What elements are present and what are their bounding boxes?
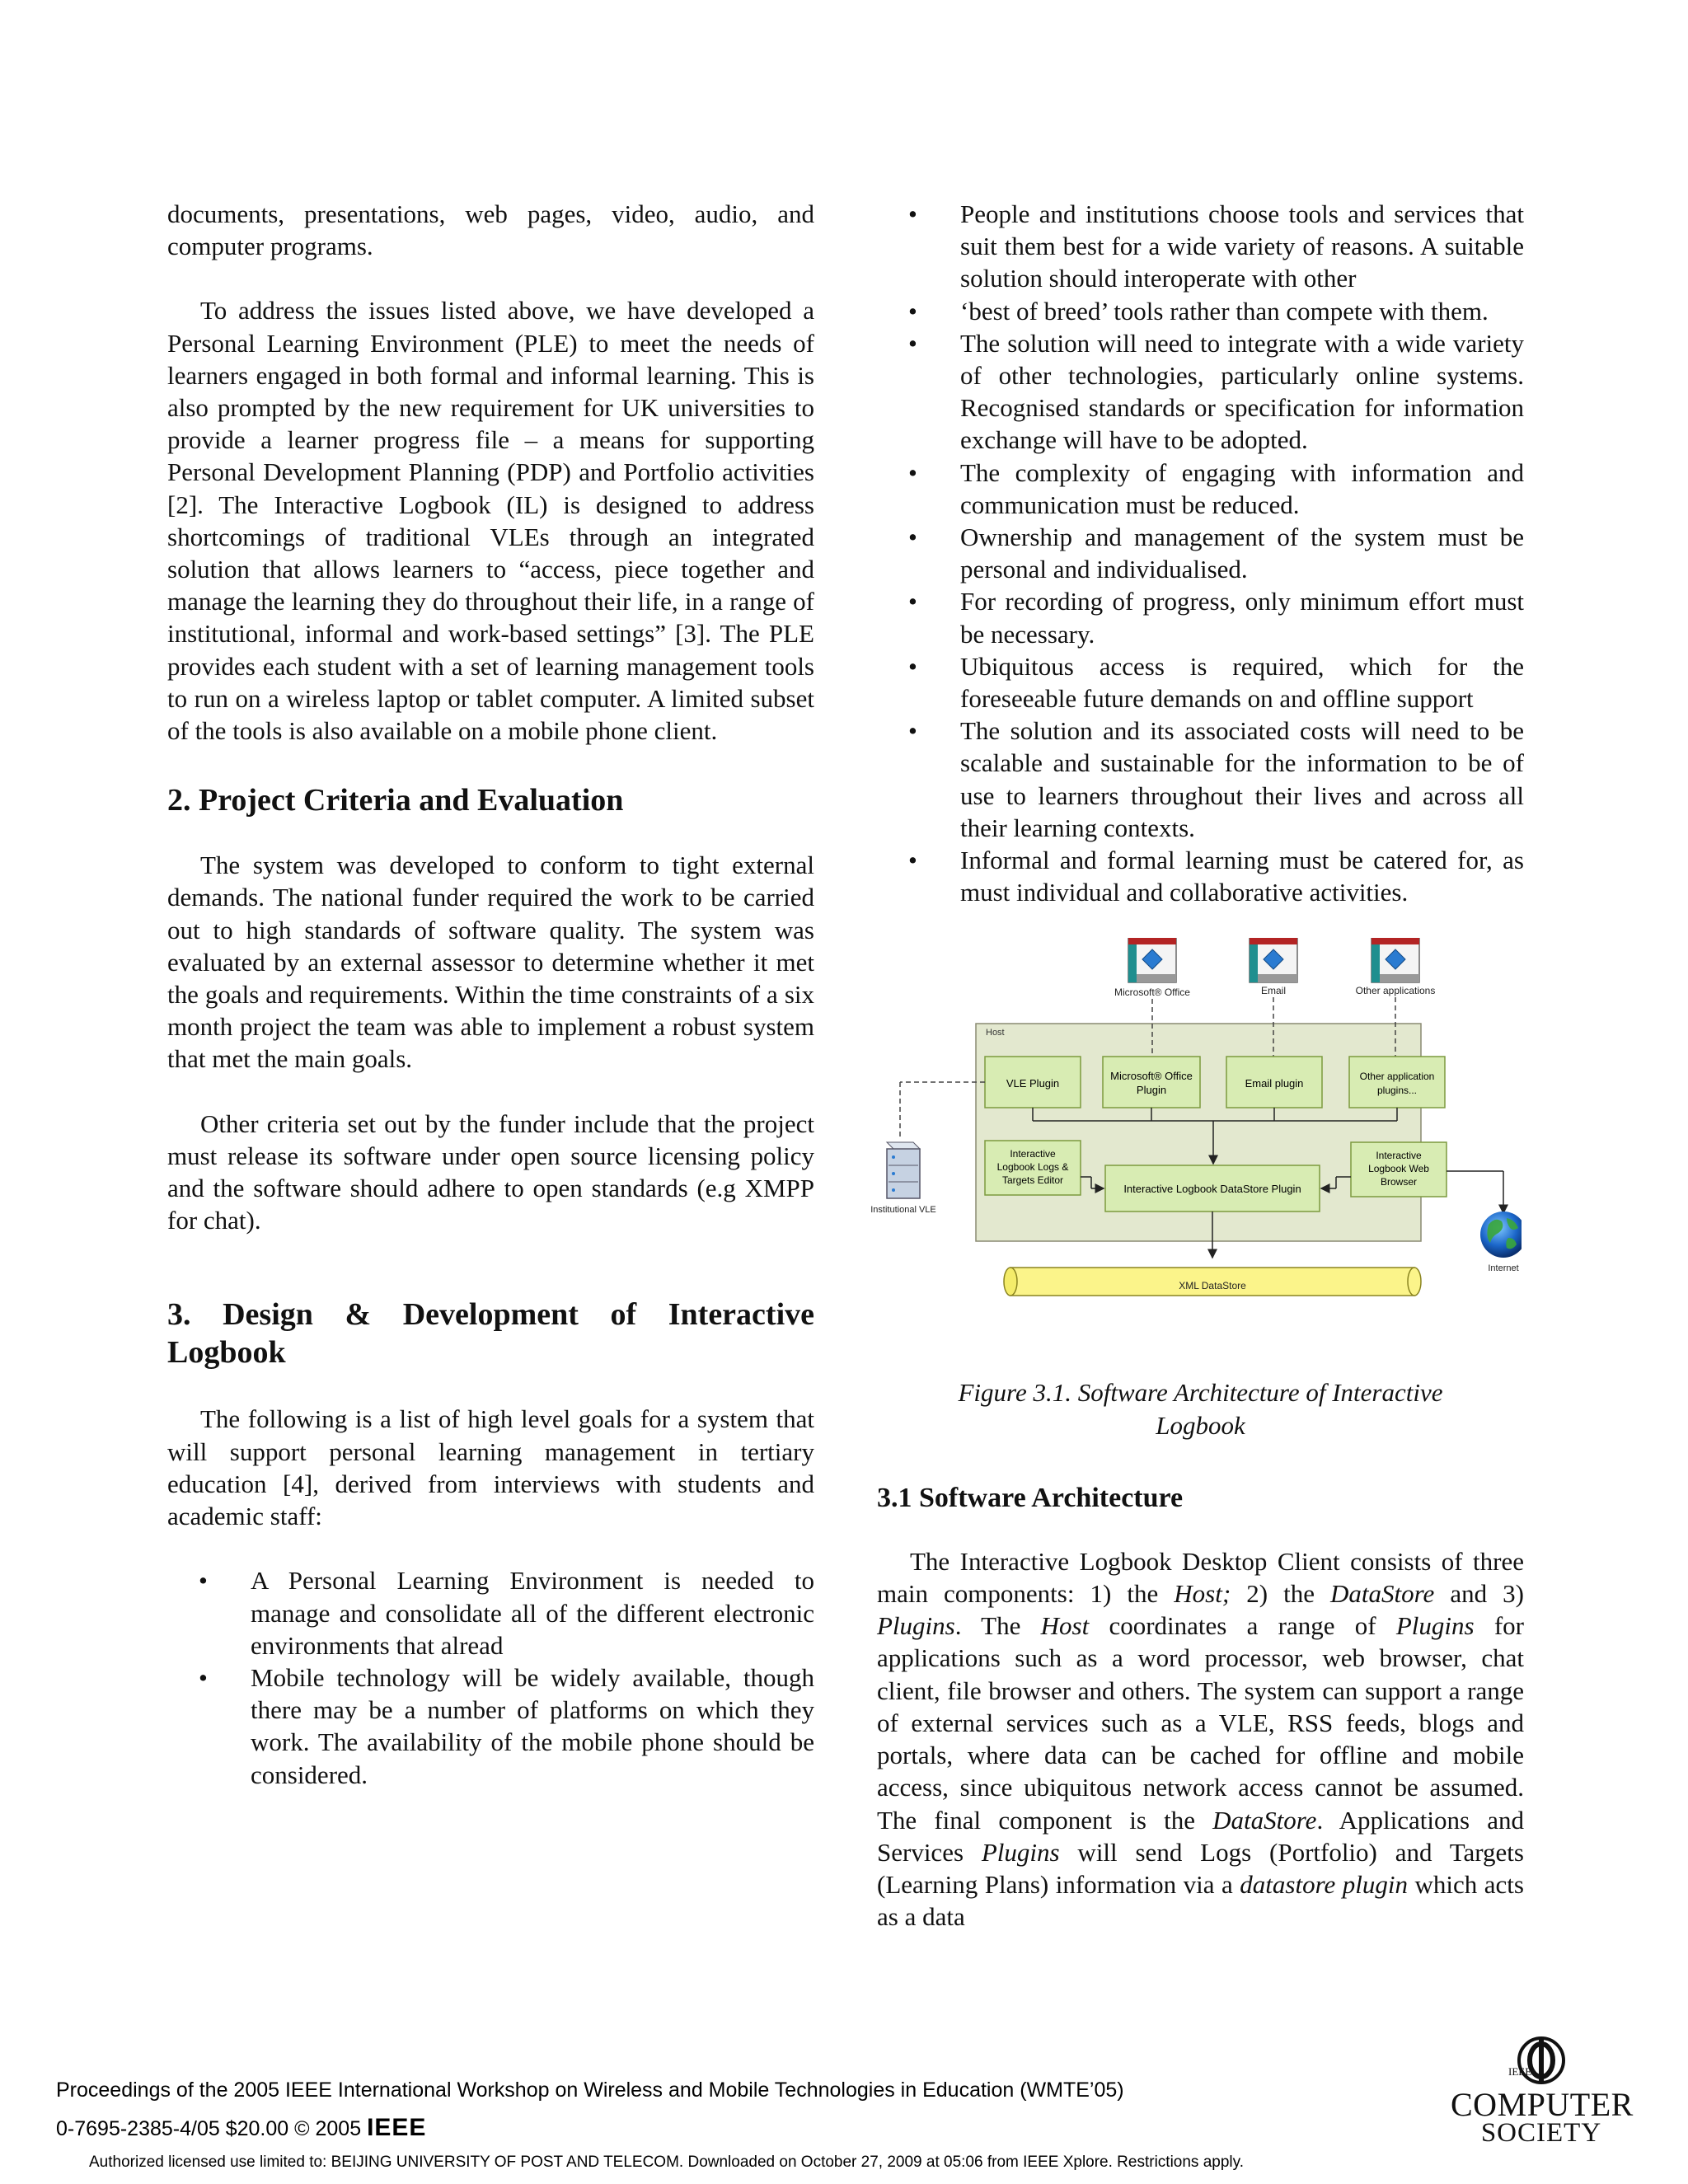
logs-editor-label: Interactive <box>1010 1148 1056 1160</box>
figure-caption-line: Figure 3.1. Software Architecture of Interactive <box>958 1378 1443 1408</box>
list-item-text: Ubiquitous access is required, which for the foreseeable future demands on and offline support <box>960 651 1524 714</box>
datastore-plugin-label: Interactive Logbook DataStore Plugin <box>1123 1183 1301 1196</box>
logs-editor-label: Logbook Logs & <box>996 1161 1069 1174</box>
other-plugin-label: Other application <box>1359 1071 1435 1083</box>
paragraph: To address the issues listed above, we have developed a Personal Learning Environment (PLE) to meet the needs of learners engaged in both formal and informal learning. This is also prompted by the new requirement for UK universities to provide a learner progress file – a means for supporting Personal Development Planning (PDP) and Portfolio activities [2]. The Interactive Logbook (IL) is designed to address shortcomings of traditional VLEs through an integrated solution that allows learners to “access, piece together and manage the learning they do throughout their life, in a range of institutional, informal and work-based settings” [3]. The PLE provides each student with a set of learning management tools to run on a wireless laptop or tablet computer. A limited subset of the tools is also available on a mobile phone client. <box>167 296 814 746</box>
ms-office-plugin-box <box>1103 1057 1200 1108</box>
computer-society-emblem-icon <box>1451 2036 1632 2085</box>
host-label: Host <box>986 1028 1005 1038</box>
bullet-icon: • <box>908 199 917 228</box>
right-column <box>870 198 1525 1933</box>
email-label: Email <box>1260 985 1287 997</box>
email-app-icon <box>1250 938 1297 982</box>
ieee-wordmark: IEEE <box>367 2114 427 2141</box>
paragraph: The following is a list of high level goals for a system that will support personal learning management in tertiary education [4], derived from interviews with students and academic staff: <box>167 1404 814 1531</box>
text-run: and 3) <box>1434 1579 1525 1609</box>
bullet-icon: • <box>908 716 917 746</box>
architecture-diagram <box>870 938 1522 1333</box>
other-plugin-box <box>1349 1057 1445 1108</box>
list-item-text: People and institutions choose tools and services that suit them best for a wide variety of reasons. A suitable solution should interoperate with other <box>960 199 1524 293</box>
bullet-icon: • <box>908 523 917 552</box>
list-item <box>167 1564 814 1661</box>
left-column <box>167 198 814 1791</box>
paragraph <box>877 1545 1524 1933</box>
bullet-icon: • <box>908 846 917 875</box>
list-item-text: The complexity of engaging with information and communication must be reduced. <box>960 457 1524 519</box>
bullet-icon: • <box>199 1566 208 1596</box>
ms-office-plugin-label: Microsoft® Office <box>1110 1070 1193 1083</box>
ms-office-plugin-label: Plugin <box>1136 1084 1167 1097</box>
ms-office-app-icon <box>1128 938 1176 982</box>
list-item <box>877 521 1524 585</box>
list-item-text: ‘best of breed’ tools rather than compete with them. <box>960 296 1489 326</box>
text-run: DataStore <box>1330 1579 1435 1609</box>
text-run: . Applications and Services <box>877 1805 1524 1867</box>
bullet-icon: • <box>908 328 917 358</box>
other-plugin-label: plugins... <box>1376 1085 1418 1097</box>
footer-isbn-text: 0-7695-2385-4/05 $20.00 © 2005 <box>56 2117 368 2140</box>
list-item <box>877 585 1524 649</box>
other-apps-icon <box>1372 938 1419 982</box>
list-item-text: Mobile technology will be widely available, though there may be a number of platforms on which they work. The availability of the mobile phone should be considered. <box>251 1662 814 1789</box>
logo-ieee-text: IEEE <box>1508 2065 1532 2078</box>
bullet-icon: • <box>199 1662 208 1692</box>
paragraph: The system was developed to conform to tight external demands. The national funder required the work to be carried out to high standards of software quality. The system was evaluated by an external assessor to determine whether it met the goals and requirements. Within the time constraints of a six month project the team was able to implement a robust system that met the main goals. <box>167 851 814 1074</box>
text-run: Plugins <box>1395 1611 1475 1641</box>
globe-icon <box>1480 1212 1522 1258</box>
text-run: will send Logs (Portfolio) and Targets (Learning Plans) information via a <box>877 1837 1524 1899</box>
footer-isbn <box>56 2114 426 2142</box>
list-item-text: For recording of progress, only minimum effort must be necessary. <box>960 587 1524 649</box>
logo-society-text: SOCIETY <box>1480 2118 1602 2148</box>
list-item <box>877 715 1524 844</box>
text-run: which acts as a data <box>877 1869 1524 1932</box>
bullet-icon: • <box>908 587 917 616</box>
list-item <box>877 457 1524 521</box>
figure-caption-line: Logbook <box>1156 1410 1245 1440</box>
list-item-text: The solution and its associated costs will need to be scalable and sustainable for the information to be of use to learners throughout their lives and across all their learning contexts. <box>960 716 1524 842</box>
vle-plugin-label: VLE Plugin <box>1006 1077 1060 1090</box>
internet-label: Internet <box>1488 1263 1519 1274</box>
figure-caption <box>877 1376 1524 1441</box>
server-icon <box>887 1142 920 1198</box>
bullet-list <box>877 198 1524 908</box>
section-heading: 3. Design & Development of Interactive Logbook <box>167 1297 814 1371</box>
text-run: 2) the <box>1231 1579 1331 1609</box>
ms-office-label: Microsoft® Office <box>1114 987 1190 999</box>
xml-datastore-label: XML DataStore <box>1179 1280 1246 1292</box>
web-browser-label: Logbook Web <box>1368 1163 1429 1175</box>
footer-license: Authorized licensed use limited to: BEIJING UNIVERSITY OF POST AND TELECOM. Downloaded on October 27, 2009 at 05:06 from IEEE Xplore. Restrictions apply. <box>89 2154 1244 2171</box>
text-run: The Interactive Logbook Desktop Client consists of three main components: 1) the <box>877 1546 1524 1609</box>
list-item <box>877 327 1524 457</box>
web-browser-label: Interactive <box>1376 1150 1422 1162</box>
text-run: Plugins <box>981 1837 1060 1867</box>
list-item-text: Informal and formal learning must be catered for, as must individual and collaborative activities. <box>960 846 1524 907</box>
institutional-vle-label: Institutional VLE <box>870 1205 936 1216</box>
footer-proceedings: Proceedings of the 2005 IEEE International Workshop on Wireless and Mobile Technologies in Education (WMTE’05) <box>56 2079 1124 2102</box>
text-run: coordinates a range of <box>1089 1611 1396 1641</box>
logs-editor-label: Targets Editor <box>1001 1174 1064 1187</box>
logo-computer-text: COMPUTER <box>1451 2086 1634 2123</box>
bullet-icon: • <box>908 651 917 681</box>
section-heading: 2. Project Criteria and Evaluation <box>167 783 624 818</box>
text-run: Host; <box>1174 1579 1231 1609</box>
list-item <box>877 295 1524 327</box>
list-item <box>167 1661 814 1791</box>
text-run: for applications such as a word processor, web browser, chat client, file browser and others. The system can support a range of external services such as a VLE, RSS feeds, blogs and portals, where data can be cached for offline and mobile access, since ubiquitous network access cannot be assumed. The final component is the <box>877 1611 1524 1835</box>
bullet-icon: • <box>908 296 917 326</box>
subsection-heading: 3.1 Software Architecture <box>877 1482 1184 1513</box>
email-plugin-label: Email plugin <box>1245 1077 1304 1090</box>
list-item-text: A Personal Learning Environment is needed to manage and consolidate all of the different electronic environments that alread <box>251 1566 814 1660</box>
other-apps-label: Other applications <box>1355 985 1436 997</box>
computer-society-logo <box>1451 2036 1634 2148</box>
text-run: . The <box>954 1611 1041 1641</box>
text-run: datastore plugin <box>1240 1869 1408 1899</box>
text-run: DataStore <box>1212 1805 1317 1835</box>
architecture-figure <box>870 938 1522 1333</box>
list-item-text: The solution will need to integrate with a wide variety of other technologies, particularly online systems. Recognised standards or specification for information exchange will have to be adopted. <box>960 328 1524 455</box>
paragraph: Other criteria set out by the funder include that the project must release its software under open source licensing policy and the software should adhere to open standards (e.g XMPP for chat). <box>167 1108 814 1235</box>
text-run: Plugins <box>877 1611 955 1641</box>
paragraph: documents, presentations, web pages, video, audio, and computer programs. <box>167 199 814 261</box>
bullet-list <box>167 1564 814 1790</box>
web-browser-label: Browser <box>1380 1176 1418 1188</box>
text-run: Host <box>1040 1611 1090 1641</box>
list-item <box>877 844 1524 908</box>
list-item <box>877 650 1524 715</box>
bullet-icon: • <box>908 457 917 487</box>
list-item-text: Ownership and management of the system must be personal and individualised. <box>960 523 1524 584</box>
list-item <box>877 198 1524 295</box>
